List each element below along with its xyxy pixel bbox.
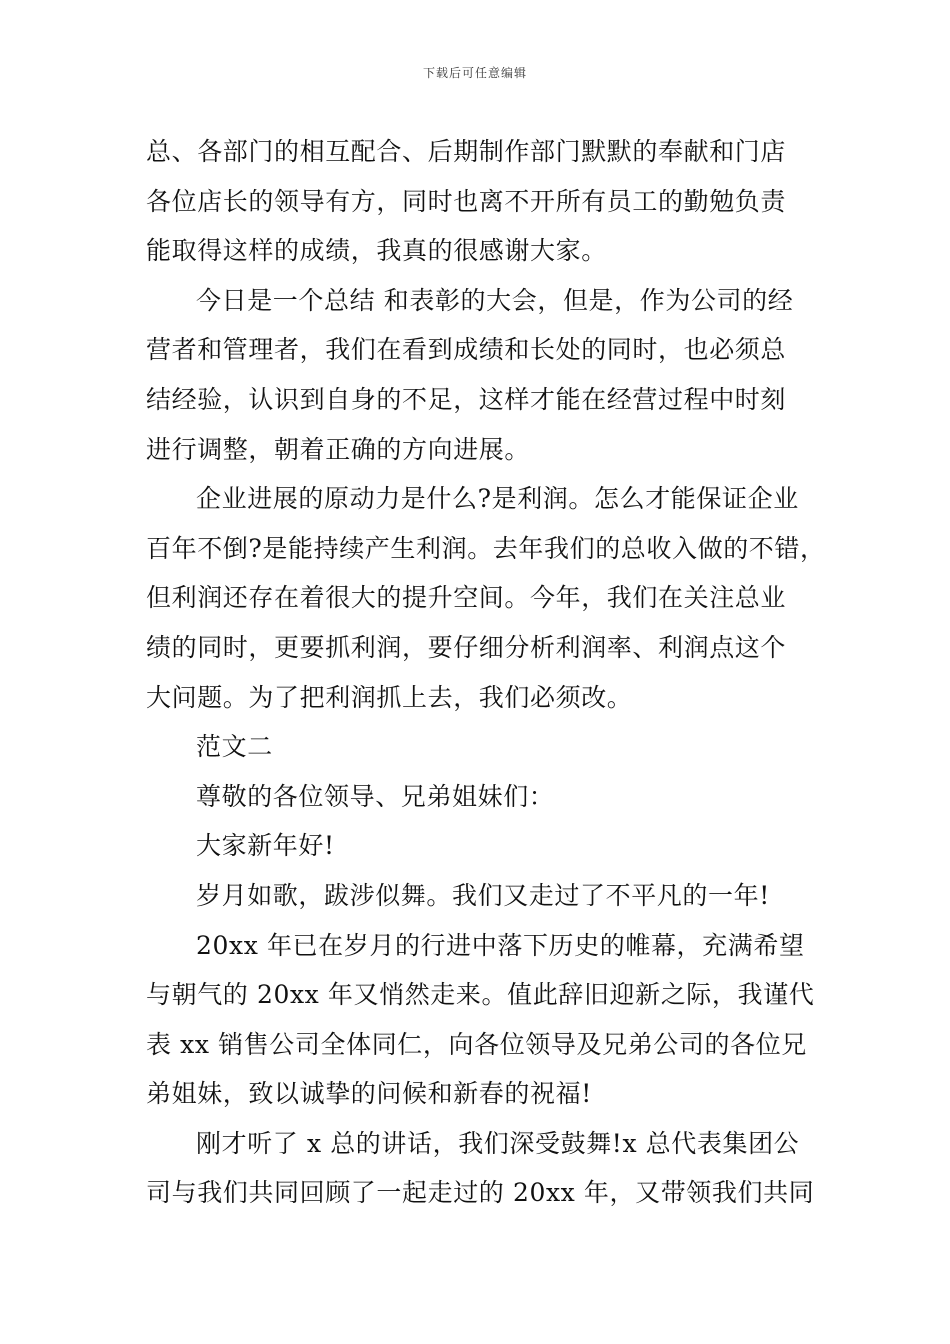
text-line: 20xx 年已在岁月的行进中落下历史的帷幕，充满希望 [196,930,805,960]
text-line: 进行调整，朝着正确的方向进展。 [146,434,531,464]
text-line: 各位店长的领导有方，同时也离不开所有员工的勤勉负责 [146,186,787,216]
greeting-line: 大家新年好! [196,831,335,861]
text-line: 总、各部门的相互配合、后期制作部门默默的奉献和门店 [146,137,787,166]
section-heading: 范文二 [196,732,273,762]
text-line: 刚才听了 x 总的讲话，我们深受鼓舞!x 总代表集团公 [196,1128,800,1158]
text-line: 企业进展的原动力是什么?是利润。怎么才能保证企业 [196,484,799,514]
text-line: 岁月如歌，跋涉似舞。我们又走过了不平凡的一年! [196,880,770,910]
text-line: 大问题。为了把利润抓上去，我们必须改。 [146,682,633,712]
text-line: 今日是一个总结 和表彰的大会，但是，作为公司的经 [196,285,794,315]
text-line: 营者和管理者，我们在看到成绩和长处的同时，也必须总 [146,335,787,365]
salutation-line: 尊敬的各位领导、兄弟姐妹们： [196,781,555,811]
document-body [146,127,826,1218]
text-line: 司与我们共同回顾了一起走过的 20xx 年，又带领我们共同 [146,1178,815,1208]
text-line: 表 xx 销售公司全体同仁，向各位领导及兄弟公司的各位兄 [146,1029,807,1059]
text-line: 绩的同时，更要抓利润，要仔细分析利润率、利润点这个 [146,632,787,662]
text-line: 能取得这样的成绩，我真的很感谢大家。 [146,236,607,266]
page-header: 下载后可任意编辑 [422,66,527,80]
text-line: 但利润还存在着很大的提升空间。今年，我们在关注总业 [146,583,787,613]
text-line: 结经验，认识到自身的不足，这样才能在经营过程中时刻 [146,384,787,414]
text-line: 弟姐妹，致以诚挚的问候和新春的祝福! [146,1079,592,1109]
text-line: 百年不倒?是能持续产生利润。去年我们的总收入做的不错， [146,533,826,563]
text-line: 与朝气的 20xx 年又悄然走来。值此辞旧迎新之际，我谨代 [146,980,815,1010]
